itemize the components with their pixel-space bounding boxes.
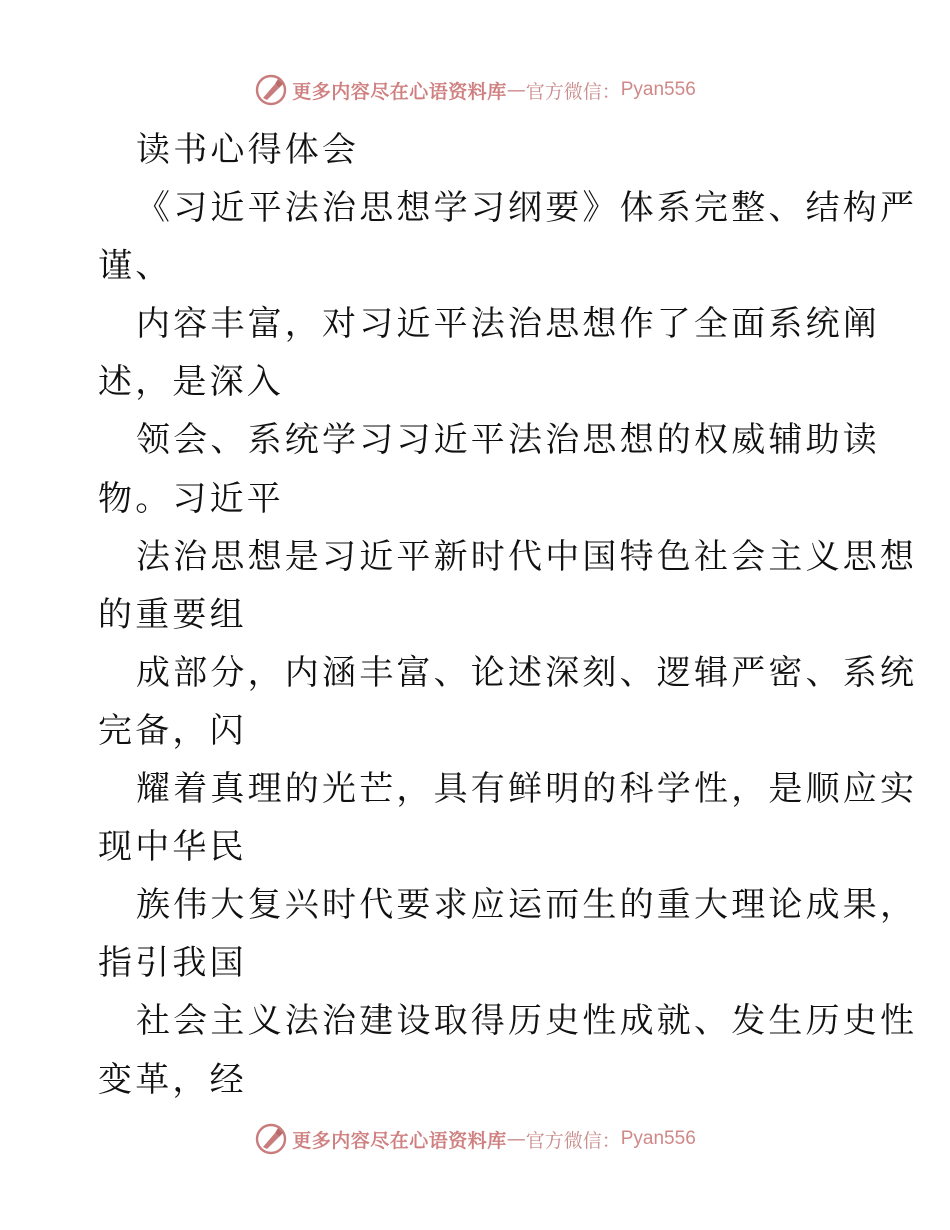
text-line: 变革，经 (98, 1059, 247, 1100)
watermark-text: 更多内容尽在心语资料库 (292, 80, 507, 103)
watermark-dash: — (506, 1128, 526, 1150)
watermark-wechat-id: Pyan556 (620, 79, 696, 100)
header-watermark (0, 70, 950, 110)
text-line: 成部分，内涵丰富、论述深刻、逻辑严密、系统 (136, 652, 918, 693)
text-line: 指引我国 (98, 943, 247, 984)
text-line: 《习近平法治思想学习纲要》体系完整、结构严 (136, 188, 918, 229)
watermark-wechat-id: Pyan556 (620, 1128, 696, 1149)
text-line: 社会主义法治建设取得历史性成就、发生历史性 (136, 1001, 918, 1042)
footer-watermark (0, 1119, 950, 1159)
document-title: 读书心得体会 (136, 130, 360, 170)
text-line: 族伟大复兴时代要求应运而生的重大理论成果， (136, 885, 918, 926)
text-line: 法治思想是习近平新时代中国特色社会主义思想 (136, 536, 918, 577)
watermark-wechat-label: 官方微信： (525, 1129, 621, 1152)
text-line: 谨、 (98, 246, 173, 287)
text-line: 内容丰富，对习近平法治思想作了全面系统阐 (136, 304, 880, 345)
pen-logo-icon (254, 1122, 288, 1156)
watermark-dash: — (506, 79, 526, 101)
text-line: 述，是深入 (98, 362, 284, 403)
watermark-wechat-label: 官方微信： (525, 80, 621, 103)
text-line: 完备，闪 (98, 710, 247, 751)
text-line: 现中华民 (98, 827, 247, 868)
text-line: 领会、系统学习习近平法治思想的权威辅助读 (136, 420, 880, 461)
pen-logo-icon (254, 73, 288, 107)
text-line: 的重要组 (98, 594, 247, 635)
text-line: 耀着真理的光芒，具有鲜明的科学性，是顺应实 (136, 769, 918, 810)
text-line: 物。习近平 (98, 478, 284, 519)
watermark-text: 更多内容尽在心语资料库 (292, 1129, 507, 1152)
document-body (98, 121, 918, 1109)
